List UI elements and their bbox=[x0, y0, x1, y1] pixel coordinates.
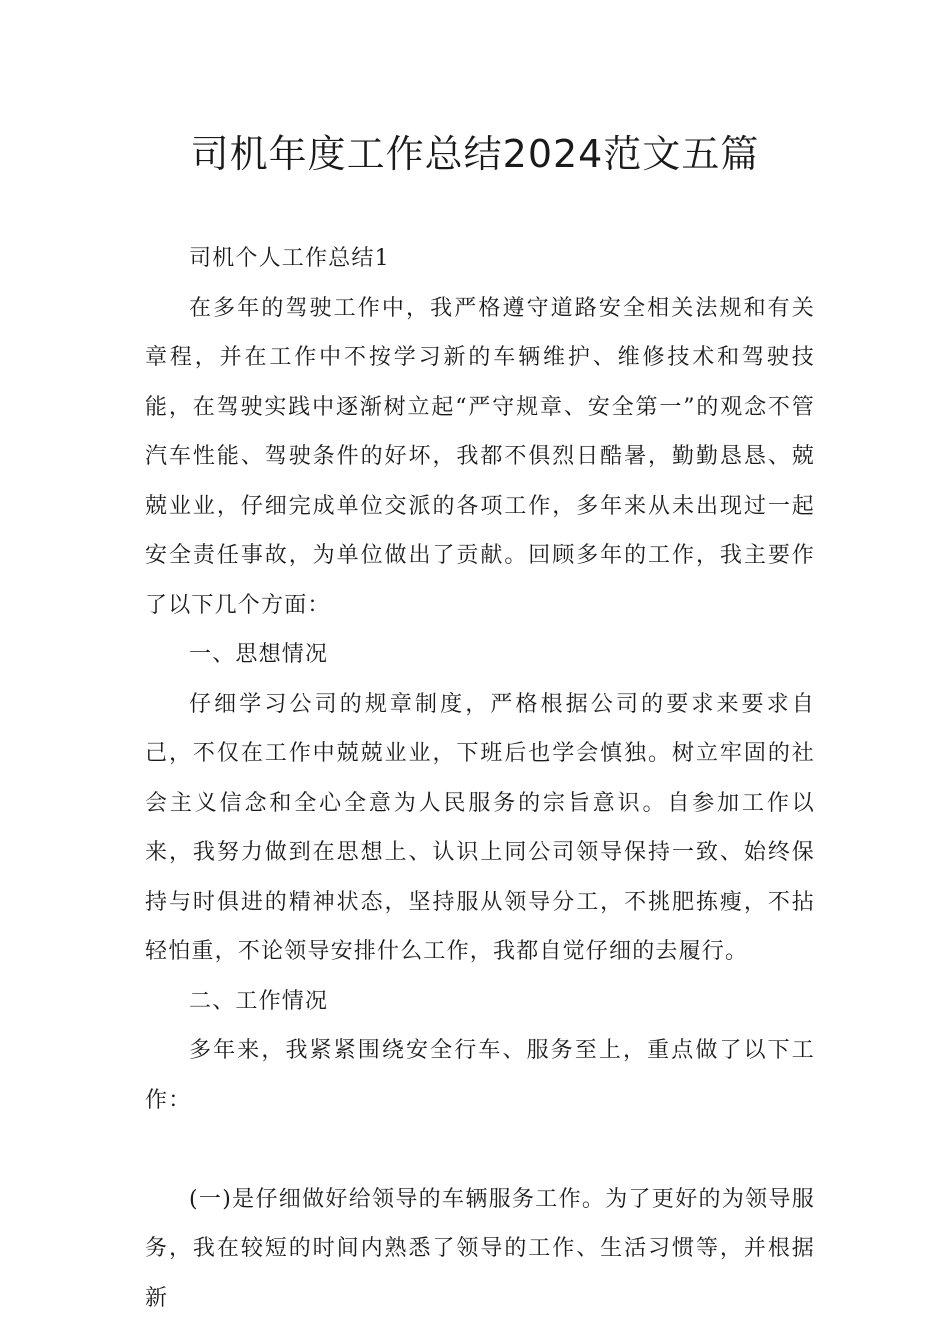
section-heading-summary-1: 司机个人工作总结1 bbox=[189, 246, 390, 271]
intro-paragraph: 在多年的驾驶工作中，我严格遵守道路安全相关法规和有关章程，并在工作中不按学习新的车辆维护、维修技术和驾驶技能，在驾驶实践中逐渐树立起“严守规章、安全第一”的观念不管汽车性能、驾驶条件的好坏，我都不俱烈日酷暑，勤勤恳恳、兢兢业业，仔细完成单位交派的各项工作，多年来从未出现过一起安全责任事故，为单位做出了贡献。回顾多年的工作，我主要作了以下几个方面： bbox=[145, 295, 815, 618]
document-body bbox=[145, 234, 815, 1323]
section-heading-thoughts: 一、思想情况 bbox=[189, 642, 329, 667]
work-item-1-paragraph: (一)是仔细做好给领导的车辆服务工作。为了更好的为领导服务，我在较短的时间内熟悉了领导的工作、生活习惯等，并根据新 bbox=[145, 1186, 815, 1311]
section-heading-work: 二、工作情况 bbox=[189, 988, 329, 1014]
document-title: 司机年度工作总结2024范文五篇 bbox=[190, 132, 760, 176]
work-intro-paragraph: 多年来，我紧紧围绕安全行车、服务至上，重点做了以下工作： bbox=[145, 1038, 815, 1113]
thoughts-paragraph: 仔细学习公司的规章制度，严格根据公司的要求来要求自己，不仅在工作中兢兢业业，下班后也学会慎独。树立牢固的社会主义信念和全心全意为人民服务的宗旨意识。自参加工作以来，我努力做到在思想上、认识上同公司领导保持一致、始终保持与时俱进的精神状态，坚持服从领导分工，不挑肥拣瘦，不拈轻怕重，不论领导安排什么工作，我都自觉仔细的去履行。 bbox=[145, 691, 815, 964]
